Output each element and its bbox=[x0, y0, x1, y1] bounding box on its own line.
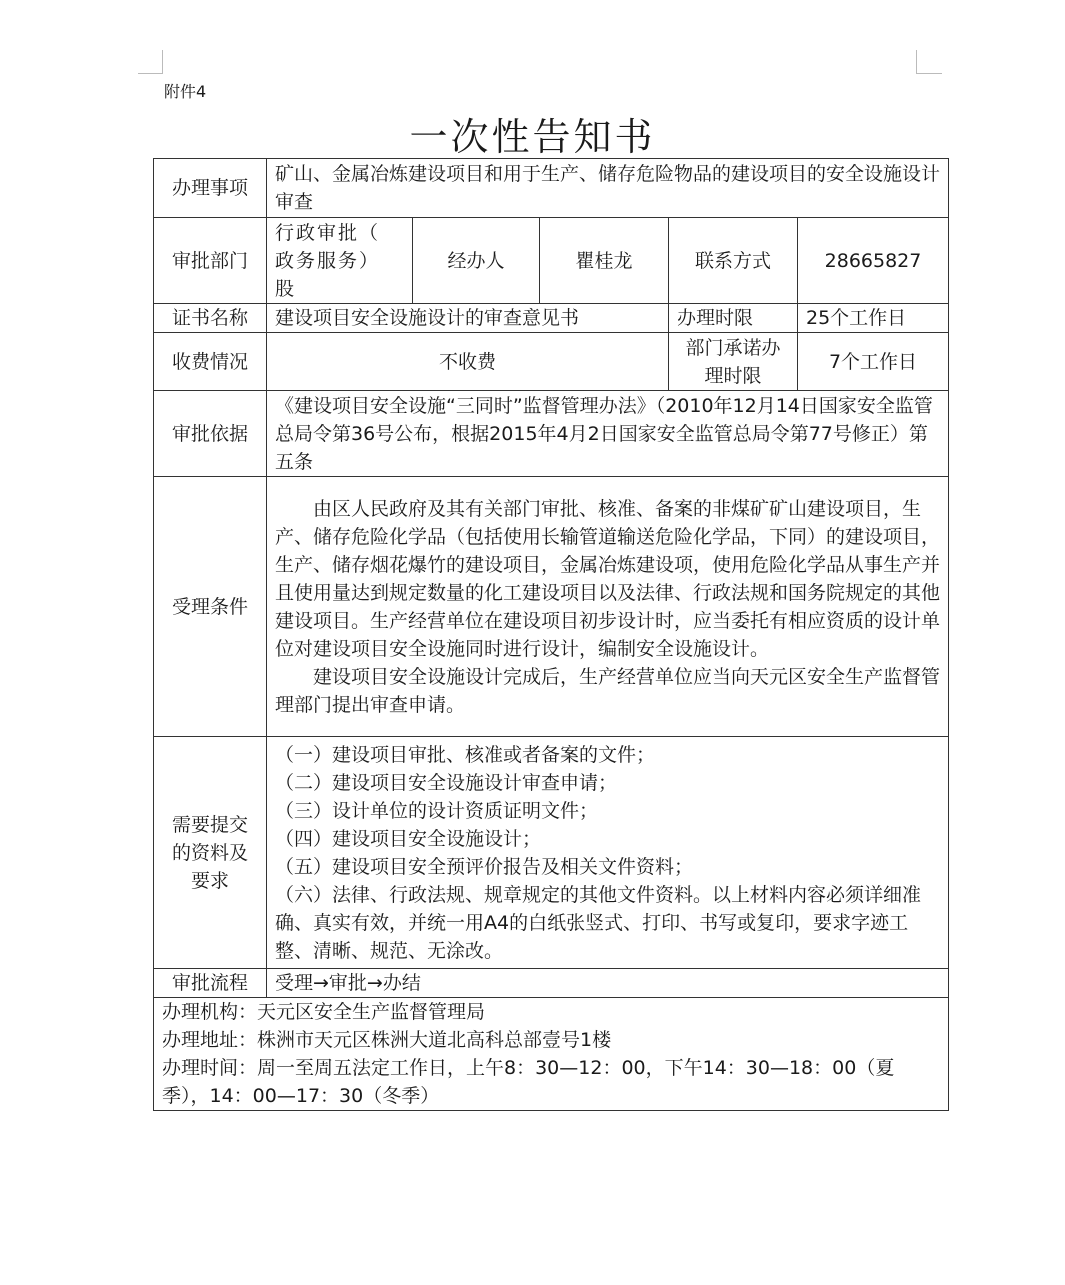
row-conditions bbox=[154, 477, 949, 737]
item-label: 办理事项 bbox=[154, 159, 267, 218]
dept-value bbox=[267, 218, 413, 304]
attachment-label: 附件4 bbox=[164, 82, 207, 101]
conditions-paragraph: 由区人民政府及其有关部门审批、核准、备案的非煤矿矿山建设项目，生产、储存危险化学品（包括使用长输管道输送危险化学品，下同）的建设项目，生产、储存烟花爆竹的建设项目，金属冶炼建设项，使用危险化学品从事生产并且使用量达到规定数量的化工建设项目以及法律、行政法规和国务院规定的其他建设项目。生产经营单位在建设项目初步设计时，应当委托有相应资质的设计单位对建设项目安全设施同时进行设计，编制安全设施设计。 bbox=[275, 497, 941, 660]
materials-item: （一）建设项目审批、核准或者备案的文件； bbox=[275, 743, 656, 766]
contact-label: 联系方式 bbox=[669, 218, 798, 304]
page-title: 一次性告知书 bbox=[409, 115, 656, 159]
row-dept bbox=[154, 218, 949, 304]
promise-value: 7个工作日 bbox=[798, 333, 949, 391]
limit-label: 办理时限 bbox=[669, 304, 798, 333]
materials-item: （六）法律、行政法规、规章规定的其他文件资料。以上材料内容必须详细准确、真实有效，并统一用A4的白纸张竖式、打印、书写或复印，要求字迹工整、清晰、规范、无涂改。 bbox=[275, 883, 922, 962]
materials-label-line: 要求 bbox=[190, 869, 229, 892]
cert-value: 建设项目安全设施设计的审查意见书 bbox=[267, 304, 669, 333]
office-info bbox=[154, 998, 949, 1111]
row-info bbox=[154, 998, 949, 1111]
promise-label-line: 部门承诺办 bbox=[685, 336, 781, 359]
process-value: 受理→审批→办结 bbox=[267, 969, 949, 998]
handler-name: 瞿桂龙 bbox=[540, 218, 669, 304]
materials-item: （三）设计单位的设计资质证明文件； bbox=[275, 799, 599, 822]
materials-label-line: 的资料及 bbox=[171, 841, 248, 864]
crop-mark bbox=[916, 73, 942, 74]
conditions-label: 受理条件 bbox=[154, 477, 267, 737]
dept-value-line: 政务服务） bbox=[275, 249, 381, 272]
cert-label: 证书名称 bbox=[154, 304, 267, 333]
row-fee bbox=[154, 333, 949, 391]
office-hours: 办理时间：周一至周五法定工作日，上午8：30—12：00，下午14：30—18：00（夏季），14：00—17：30（冬季） bbox=[162, 1057, 895, 1107]
materials-label-line: 需要提交 bbox=[171, 813, 248, 836]
dept-value-line: 股 bbox=[275, 277, 295, 300]
office-org: 办理机构：天元区安全生产监督管理局 bbox=[162, 1001, 486, 1023]
limit-value: 25个工作日 bbox=[798, 304, 949, 333]
dept-label: 审批部门 bbox=[154, 218, 267, 304]
row-process bbox=[154, 969, 949, 998]
materials-item: （四）建设项目安全设施设计； bbox=[275, 827, 542, 850]
office-address: 办理地址：株洲市天元区株洲大道北高科总部壹号1楼 bbox=[162, 1029, 612, 1051]
row-basis bbox=[154, 391, 949, 477]
row-cert bbox=[154, 304, 949, 333]
fee-value: 不收费 bbox=[267, 333, 669, 391]
contact-value: 28665827 bbox=[798, 218, 949, 304]
process-label: 审批流程 bbox=[154, 969, 267, 998]
crop-mark bbox=[138, 73, 163, 74]
promise-label bbox=[669, 333, 798, 391]
materials-value bbox=[267, 737, 949, 969]
item-value: 矿山、金属冶炼建设项目和用于生产、储存危险物品的建设项目的安全设施设计审查 bbox=[267, 159, 949, 218]
basis-value: 《建设项目安全设施“三同时”监督管理办法》（2010年12月14日国家安全监管总局令第36号公布，根据2015年4月2日国家安全监管总局令第77号修正）第五条 bbox=[267, 391, 949, 477]
crop-mark bbox=[162, 50, 163, 74]
row-item bbox=[154, 159, 949, 218]
basis-label: 审批依据 bbox=[154, 391, 267, 477]
dept-value-line: 行政审批（ bbox=[275, 221, 381, 244]
materials-item: （五）建设项目安全预评价报告及相关文件资料； bbox=[275, 855, 694, 878]
materials-item: （二）建设项目安全设施设计审查申请； bbox=[275, 771, 618, 794]
crop-mark bbox=[916, 50, 917, 74]
promise-label-line: 理时限 bbox=[704, 364, 762, 387]
row-materials bbox=[154, 737, 949, 969]
conditions-value bbox=[267, 477, 949, 737]
handler-label: 经办人 bbox=[413, 218, 540, 304]
materials-label bbox=[154, 737, 267, 969]
fee-label: 收费情况 bbox=[154, 333, 267, 391]
notice-form-table bbox=[153, 158, 949, 1111]
conditions-paragraph: 建设项目安全设施设计完成后，生产经营单位应当向天元区安全生产监督管理部门提出审查申请。 bbox=[275, 665, 941, 716]
